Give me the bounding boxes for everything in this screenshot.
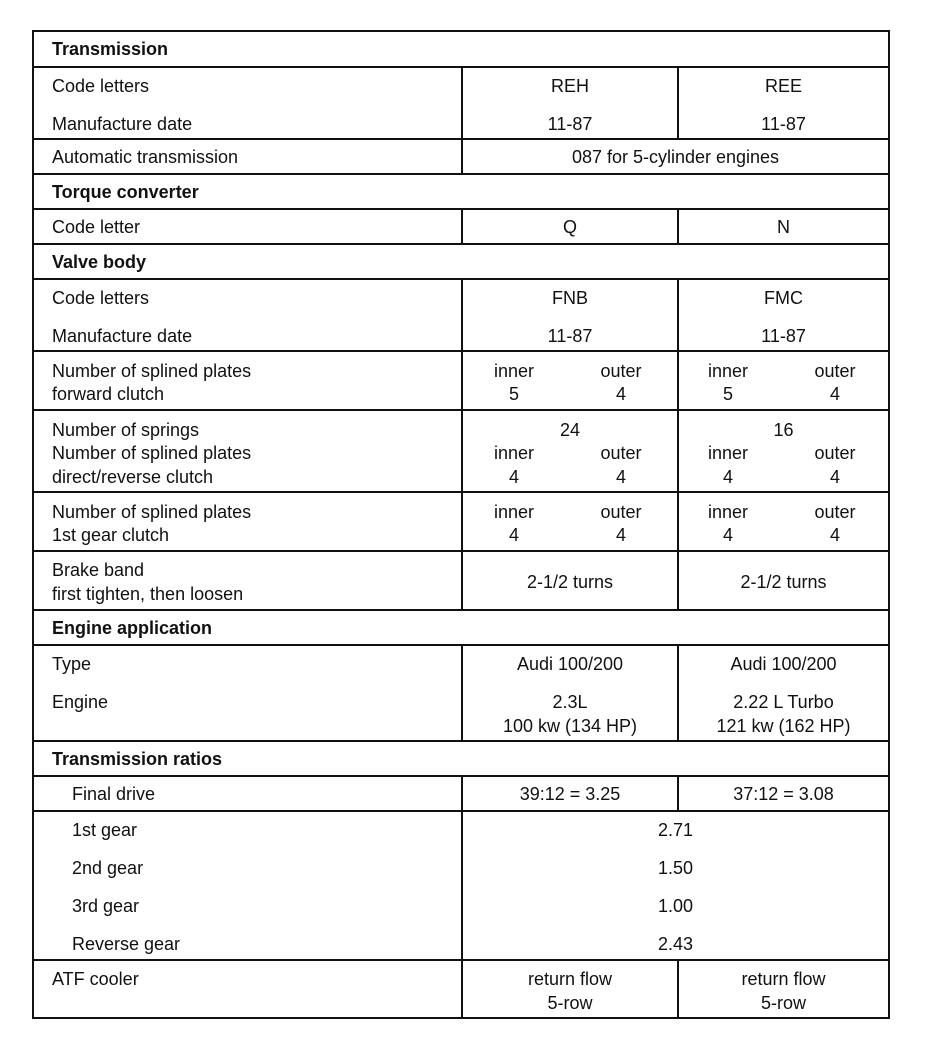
torque-converter-heading: Torque converter [52, 182, 199, 202]
brake-band-col1: 2-1/2 turns [526, 572, 614, 592]
valve-date-col2: 11-87 [761, 326, 806, 346]
automatic-transmission-row [34, 138, 888, 173]
atf-col2-line2: 5-row [760, 993, 806, 1013]
atf-col2-line1: return flow [741, 969, 826, 989]
code-letters-reh: REH [550, 76, 589, 96]
direct-reverse-label-2: Number of splined plates [52, 443, 252, 463]
valve-manufacture-date-label: Manufacture date [52, 326, 193, 346]
engine-col1-line2: 100 kw (134 HP) [502, 716, 638, 736]
outer-label: outer [814, 443, 856, 463]
springs-label: Number of springs [52, 420, 200, 440]
brake-band-col2: 2-1/2 turns [740, 572, 827, 592]
first-gear-clutch-row [34, 491, 888, 550]
brake-band-label-1: Brake band [52, 560, 145, 580]
final-drive-col2: 37:12 = 3.08 [733, 784, 834, 804]
valve-code-letters-label: Code letters [52, 288, 150, 308]
gear-1-label: 1st gear [72, 820, 138, 840]
transmission-ratios-heading-row [34, 740, 888, 775]
code-letters-label: Code letters [52, 76, 150, 96]
engine-application-heading-row [34, 609, 888, 644]
type-col1: Audi 100/200 [516, 654, 624, 674]
engine-col1-line1: 2.3L [552, 692, 588, 712]
transmission-code-row [34, 66, 888, 138]
forward-clutch-label-2: forward clutch [52, 384, 165, 404]
valve-body-code-row [34, 278, 888, 350]
forward-clutch-label-1: Number of splined plates [52, 361, 252, 381]
springs-col2: 16 [773, 420, 794, 440]
engine-col2-line2: 121 kw (162 HP) [716, 716, 851, 736]
engine-type-row [34, 644, 888, 740]
manufacture-date-label: Manufacture date [52, 114, 193, 134]
code-letters-ree: REE [764, 76, 802, 96]
type-label: Type [52, 654, 92, 674]
code-letter-n: N [777, 217, 790, 237]
outer-label: outer [814, 361, 856, 381]
reverse-gear-label: Reverse gear [72, 934, 181, 954]
forward-clutch-row [34, 350, 888, 409]
first-gear-clutch-label-1: Number of splined plates [52, 502, 252, 522]
atf-cooler-label: ATF cooler [52, 969, 139, 989]
first-inner-col1: 4 [508, 525, 519, 545]
valve-date-col1: 11-87 [547, 326, 593, 346]
first-outer-col2: 4 [829, 525, 840, 545]
manufacture-date-col1: 11-87 [547, 114, 593, 134]
gear-3-label: 3rd gear [72, 896, 140, 916]
manufacture-date-col2: 11-87 [761, 114, 806, 134]
direct-reverse-label-3: direct/reverse clutch [52, 467, 214, 487]
outer-label: outer [600, 502, 642, 522]
type-col2: Audi 100/200 [730, 654, 837, 674]
forward-inner-col1: 5 [508, 384, 519, 404]
direct-reverse-clutch-row [34, 409, 888, 491]
code-letter-label: Code letter [52, 217, 141, 237]
forward-outer-col2: 4 [829, 384, 840, 404]
brake-band-row [34, 550, 888, 609]
inner-label: inner [707, 502, 749, 522]
gear-3-value: 1.00 [657, 896, 694, 916]
inner-label: inner [493, 502, 535, 522]
gear-1-value: 2.71 [657, 820, 694, 840]
final-drive-col1: 39:12 = 3.25 [519, 784, 621, 804]
atf-col1-line1: return flow [527, 969, 613, 989]
direct-inner-col1: 4 [508, 467, 519, 487]
first-outer-col1: 4 [615, 525, 626, 545]
transmission-ratios-heading: Transmission ratios [52, 749, 223, 769]
forward-outer-col1: 4 [615, 384, 626, 404]
specification-table [32, 30, 890, 1019]
first-gear-clutch-label-2: 1st gear clutch [52, 525, 170, 545]
outer-label: outer [600, 443, 642, 463]
transmission-heading-row [34, 32, 888, 66]
automatic-transmission-label: Automatic transmission [52, 147, 239, 167]
torque-converter-code-row [34, 208, 888, 243]
atf-cooler-row [34, 959, 888, 1017]
brake-band-label-2: first tighten, then loosen [52, 584, 244, 604]
final-drive-label: Final drive [72, 784, 156, 804]
valve-body-heading: Valve body [52, 252, 147, 272]
springs-col1: 24 [559, 420, 581, 440]
automatic-transmission-value: 087 for 5-cylinder engines [571, 147, 780, 167]
valve-body-heading-row [34, 243, 888, 278]
gear-ratios-row [34, 810, 888, 959]
atf-col1-line2: 5-row [547, 993, 593, 1013]
engine-label: Engine [52, 692, 109, 712]
engine-col2-line1: 2.22 L Turbo [733, 692, 834, 712]
inner-label: inner [493, 443, 535, 463]
direct-outer-col1: 4 [615, 467, 626, 487]
torque-converter-heading-row [34, 173, 888, 208]
direct-outer-col2: 4 [829, 467, 840, 487]
direct-inner-col2: 4 [722, 467, 733, 487]
first-inner-col2: 4 [722, 525, 733, 545]
inner-label: inner [493, 361, 535, 381]
code-letter-q: Q [562, 217, 577, 237]
outer-label: outer [600, 361, 642, 381]
final-drive-row [34, 775, 888, 810]
inner-label: inner [707, 361, 749, 381]
forward-inner-col2: 5 [722, 384, 733, 404]
gear-2-value: 1.50 [657, 858, 694, 878]
reverse-gear-value: 2.43 [657, 934, 694, 954]
engine-application-heading: Engine application [52, 618, 213, 638]
inner-label: inner [707, 443, 749, 463]
transmission-heading: Transmission [52, 39, 169, 59]
gear-2-label: 2nd gear [72, 858, 144, 878]
valve-code-fnb: FNB [552, 288, 588, 308]
outer-label: outer [814, 502, 856, 522]
valve-code-fmc: FMC [764, 288, 803, 308]
